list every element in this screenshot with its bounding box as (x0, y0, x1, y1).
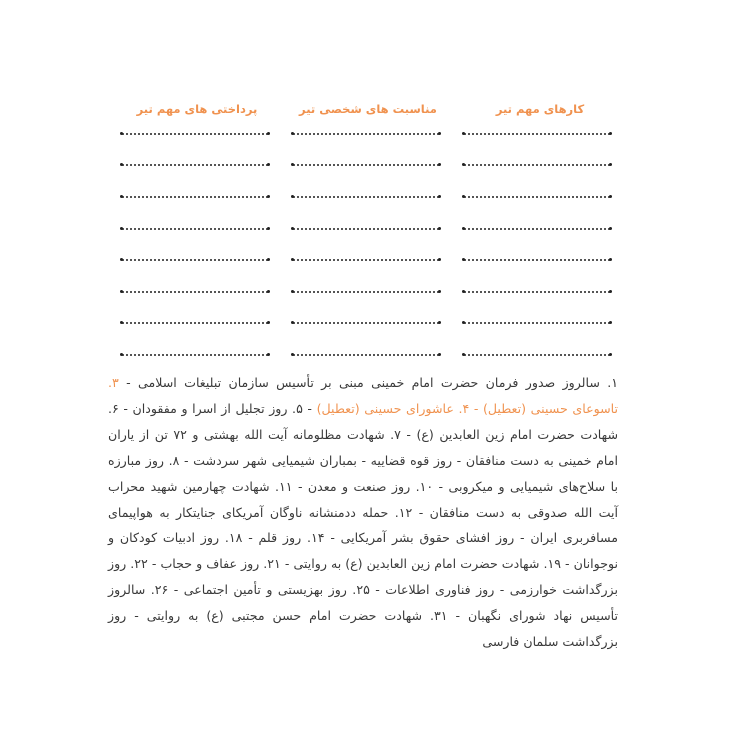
personal-occasions-line[interactable] (293, 164, 439, 166)
personal-occasions-line[interactable] (293, 228, 439, 230)
personal-occasions-line[interactable] (293, 322, 439, 324)
important-payments-line[interactable] (122, 322, 268, 324)
holidays-highlight: ۳. تاسوعای حسینی (تعطیل) - ۴. عاشورای حسینی (تعطیل) (108, 375, 618, 416)
personal-occasions-line[interactable] (293, 259, 439, 261)
personal-occasions-line[interactable] (293, 291, 439, 293)
important-tasks-line[interactable] (464, 164, 610, 166)
important-payments-line[interactable] (122, 354, 268, 356)
personal-occasions-line[interactable] (293, 133, 439, 135)
important-tasks-line[interactable] (464, 133, 610, 135)
occasions-text-start: ۱. سالروز صدور فرمان حضرت امام خمینی مبنی بر تأسیس سازمان تبلیغات اسلامی - (118, 375, 618, 390)
important-payments-line[interactable] (122, 228, 268, 230)
writing-lines (0, 0, 750, 370)
important-tasks-line[interactable] (464, 196, 610, 198)
important-payments-line[interactable] (122, 259, 268, 261)
important-tasks-line[interactable] (464, 354, 610, 356)
personal-occasions-line[interactable] (293, 196, 439, 198)
tir-occasions-paragraph (108, 370, 618, 655)
important-tasks-line[interactable] (464, 322, 610, 324)
personal-occasions-title: مناسبت های شخصی تیر (299, 102, 437, 116)
important-tasks-title: کارهای مهم تیر (495, 102, 585, 116)
personal-occasions-line[interactable] (293, 354, 439, 356)
important-tasks-line[interactable] (464, 291, 610, 293)
important-payments-line[interactable] (122, 164, 268, 166)
important-tasks-line[interactable] (464, 259, 610, 261)
important-payments-title: پرداختی های مهم تیر (136, 102, 258, 116)
important-payments-line[interactable] (122, 133, 268, 135)
occasions-text-rest: - ۵. روز تجلیل از اسرا و مفقودان - ۶. شهادت حضرت امام زین العابدین (ع) - ۷. شهادت مظلومانه آیت الله بهشتی و ۷۲ تن از یاران امام خمینی به دست منافقان - روز قوه قضاییه - بمباران شیمیایی شهر سردشت - ۸. روز مبارزه با سلاح‌های شیمیایی و میکروبی - ۱۰. روز صنعت و معدن - ۱۱. شهادت چهارمین شهید محراب آیت الله صدوقی به دست منافقان - ۱۲. حمله ددمنشانه ناوگان آمریکای جنایتکار به هواپیمای مسافربری ایران - روز افشای حقوق بشر آمریکایی - ۱۴. روز قلم - ۱۸. روز ادبیات کودکان و نوجوانان - ۱۹. شهادت حضرت امام زین العابدین (ع) به روایتی - ۲۱. روز عفاف و حجاب - ۲۲. روز بزرگداشت خوارزمی - روز فناوری اطلاعات - ۲۵. روز بهزیستی و تأمین اجتماعی - ۲۶. سالروز تأسیس نهاد شورای نگهبان - ۳۱. شهادت حضرت امام حسن مجتبی (ع) به روایتی - روز بزرگداشت سلمان فارسی (108, 400, 619, 650)
important-payments-line[interactable] (122, 196, 268, 198)
important-tasks-line[interactable] (464, 228, 610, 230)
important-payments-line[interactable] (122, 291, 268, 293)
